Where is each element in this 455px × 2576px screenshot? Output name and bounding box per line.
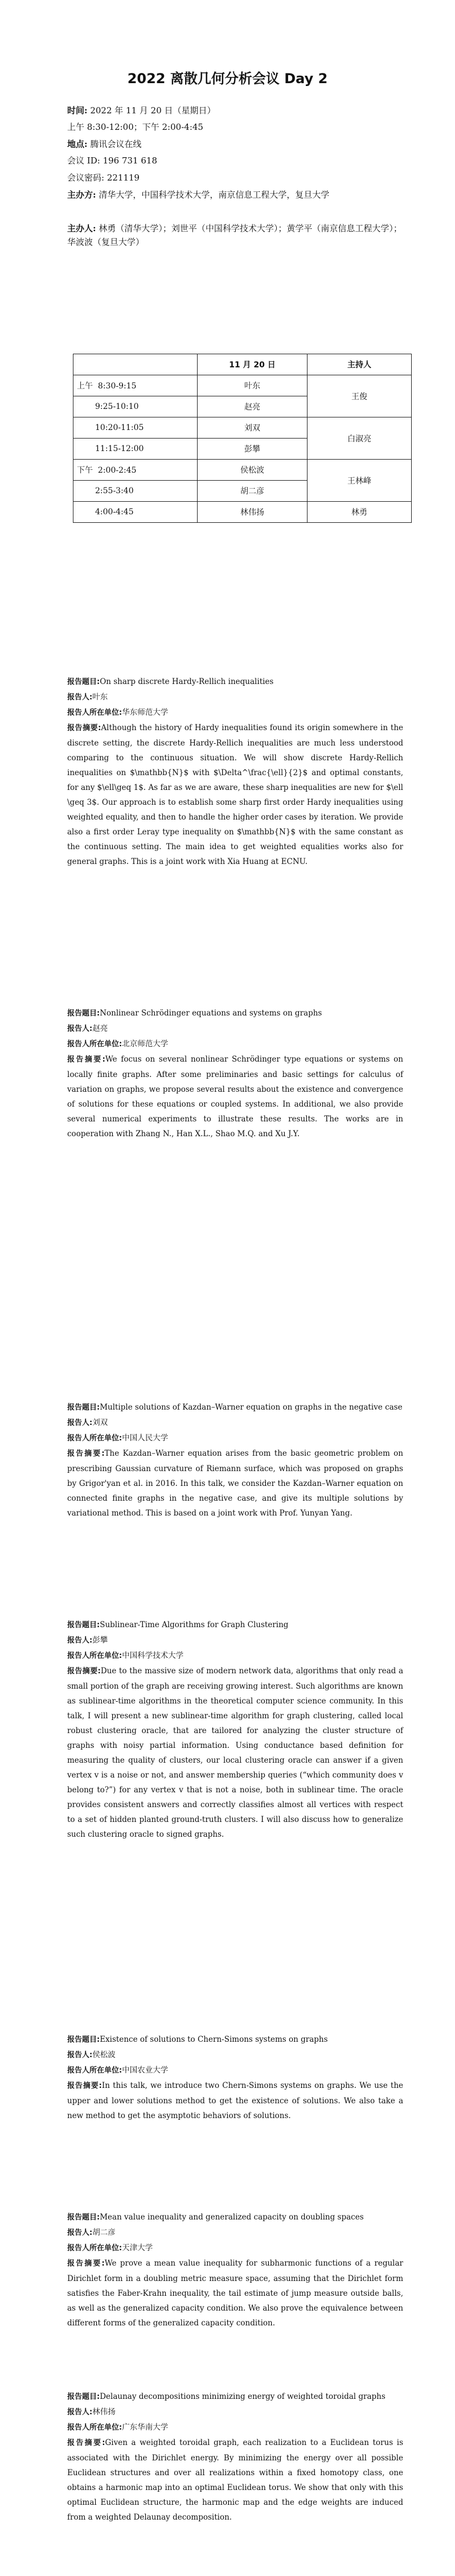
talk-speaker-label: 报告人: (67, 1419, 93, 1427)
talk-unit: 中国科学技术大学 (122, 1651, 184, 1660)
talk-speaker-label: 报告人: (67, 1636, 93, 1645)
talk-title: Sublinear-Time Algorithms for Graph Clustering (100, 1620, 289, 1629)
place-label: 地点: (67, 139, 88, 149)
talk-abstract: We focus on several nonlinear Schrödinger type equations or systems on locally finite graphs. After some preliminaries and basic settings for calculus of variation on graphs, we propose several results about the existence and convergence of solutions for these equations or coupled systems. In additional, we also provide several numerical experiments to illustrate these results. The works are in cooperation with Zhang N., Han X.L., Shao M.Q. and Xu J.Y. (67, 1055, 403, 1138)
talk-abstract-label: 报告摘要: (67, 2439, 105, 2447)
talk-title-line (67, 2032, 403, 2047)
password-label: 会议密码: (67, 173, 105, 183)
schedule-time-cell (73, 396, 198, 417)
schedule-time: 2:00-2:45 (97, 466, 137, 475)
talk-block (67, 2032, 403, 2123)
talk-unit-line (67, 1648, 403, 1664)
talk-unit: 天津大学 (122, 2243, 153, 2253)
chairs-value: 林勇（清华大学）；刘世平（中国科学技术大学）；黄学平（南京信息工程大学）；华波波（复旦大学） (67, 223, 402, 247)
schedule-row (73, 375, 412, 396)
talk-title-line (67, 674, 403, 690)
info-chairs (67, 222, 409, 249)
talk-title-label: 报告题目: (67, 1403, 100, 1412)
talk-unit-line (67, 1431, 403, 1446)
talk-abstract-label: 报告摘要: (67, 2259, 105, 2268)
talk-unit-label: 报告人所在单位: (67, 1652, 122, 1660)
schedule-header-date: 11 月 20 日 (198, 354, 308, 375)
organizer-label: 主办方: (67, 190, 96, 200)
talk-abstract: The Kazdan–Warner equation arises from the basic geometric problem on prescribing Gaussian curvature of Riemann surface, which was proposed on graphs by Grigor'yan et al. in 2016. In this talk, we consider the Kazdan–Warner equation on connected finite graphs in the negative case, and give its multiple solutions by variational method. This is based on a joint work with Prof. Yunyan Yang. (67, 1449, 403, 1518)
info-password (67, 171, 409, 185)
talk-unit: 北京师范大学 (122, 1039, 169, 1049)
info-organizer (67, 188, 409, 202)
talk-abstract-label: 报告摘要: (67, 1667, 101, 1676)
schedule-time: 8:30-9:15 (97, 382, 137, 391)
talk-speaker: 叶东 (92, 693, 108, 702)
schedule-time-cell (73, 439, 198, 460)
talk-unit: 华东师范大学 (122, 708, 169, 717)
talk-title-label: 报告题目: (67, 2213, 100, 2222)
talk-unit-line (67, 2420, 403, 2435)
talk-block (67, 2210, 403, 2331)
talk-unit-label: 报告人所在单位: (67, 1040, 122, 1049)
talk-abstract-line (67, 1664, 403, 1842)
talk-title-line (67, 2210, 403, 2225)
talk-block (67, 1617, 403, 1842)
talk-title-line (67, 1006, 403, 1021)
schedule-period: 上午 (77, 382, 93, 391)
talk-abstract: Although the history of Hardy inequalities found its origin somewhere in the discrete setting, the discrete Hardy-Rellich inequalities are much less understood comparing to the continuous situation. We will show discrete Hardy-Rellich inequalities on $\mathbb{N}$ with $\Delta^\frac{\ell}{2}$ and optimal constants, for any $\ell\geq 1$. As far as we are aware, these sharp inequalities are new for $\ell \geq 3$. Our approach is to establish some sharp first order Hardy inequalities using weighted equality, and then to handle the higher order cases by iteration. We provide also a first order Leray type inequality on $\mathbb{N}$ with the same constant as the continuous setting. The main idea to get weighted equalities works also for general graphs. This is a joint work with Xia Huang at ECNU. (67, 723, 404, 866)
talk-abstract-label: 报告摘要: (67, 724, 101, 732)
talk-abstract-line (67, 1446, 403, 1521)
place-value: 腾讯会议在线 (90, 139, 142, 149)
schedule-time: 4:00-4:45 (95, 507, 134, 517)
schedule-time: 10:20-11:05 (95, 423, 144, 432)
talk-speaker-line (67, 2047, 403, 2063)
talk-unit-label: 报告人所在单位: (67, 2244, 122, 2253)
schedule-table (73, 354, 412, 523)
talk-title-label: 报告题目: (67, 1009, 100, 1018)
schedule-time-cell (73, 460, 198, 481)
talk-speaker-line (67, 2405, 403, 2420)
talk-unit-line (67, 705, 403, 720)
talk-block (67, 2389, 403, 2525)
schedule-speaker: 胡二彦 (198, 481, 308, 502)
schedule-row (73, 417, 412, 439)
talk-unit-line (67, 2241, 403, 2256)
schedule-time-cell (73, 417, 198, 439)
talk-unit-label: 报告人所在单位: (67, 2423, 122, 2432)
info-place (67, 137, 409, 151)
talk-speaker-line (67, 2225, 403, 2241)
info-time-detail: 上午 8:30-12:00；下午 2:00-4:45 (67, 122, 203, 132)
schedule-speaker: 林伟扬 (198, 502, 308, 523)
talk-unit-line (67, 2063, 403, 2078)
talk-speaker: 彭攀 (92, 1636, 108, 1645)
talk-block (67, 1400, 403, 1521)
talk-title-line (67, 2389, 403, 2405)
talk-speaker-label: 报告人: (67, 2408, 93, 2417)
talk-speaker-line (67, 1415, 403, 1431)
talk-speaker: 胡二彦 (92, 2228, 116, 2237)
schedule-header-row (73, 354, 412, 375)
schedule-row (73, 460, 412, 481)
talk-speaker: 刘双 (92, 1418, 108, 1427)
talk-speaker-label: 报告人: (67, 2229, 93, 2237)
talk-speaker-line (67, 1021, 403, 1037)
schedule-host: 林勇 (308, 502, 412, 523)
meeting-id-label: 会议 ID: (67, 155, 100, 166)
talk-abstract: In this talk, we introduce two Chern-Simons systems on graphs. We use the upper and lower solutions method to get the existence of solutions. We also take a new method to get the asymptotic behaviors of solutions. (67, 2081, 403, 2120)
schedule-time-cell (73, 502, 198, 523)
talk-unit: 广东华南大学 (122, 2423, 169, 2432)
talk-unit-label: 报告人所在单位: (67, 2066, 122, 2075)
talk-speaker-label: 报告人: (67, 2051, 93, 2059)
schedule-time-cell (73, 375, 198, 396)
talk-abstract-label: 报告摘要: (67, 1055, 105, 1064)
organizer-value: 清华大学，中国科学技术大学，南京信息工程大学，复旦大学 (99, 190, 330, 200)
talk-title: Mean value inequality and generalized capacity on doubling spaces (100, 2213, 364, 2222)
time-value: 2022 年 11 月 20 日（星期日） (90, 105, 216, 116)
schedule-host: 白淑亮 (308, 417, 412, 460)
talk-title-label: 报告题目: (67, 2036, 100, 2044)
talk-speaker: 赵亮 (92, 1024, 108, 1033)
talk-unit-line (67, 1037, 403, 1052)
schedule-speaker: 彭攀 (198, 439, 308, 460)
talk-speaker: 侯松波 (92, 2050, 116, 2059)
time-label: 时间: (67, 105, 88, 116)
talk-unit: 中国人民大学 (122, 1434, 169, 1443)
talk-title-label: 报告题目: (67, 2393, 100, 2401)
schedule-row (73, 502, 412, 523)
schedule-header-time (73, 354, 198, 375)
schedule-speaker: 侯松波 (198, 460, 308, 481)
schedule-speaker: 叶东 (198, 375, 308, 396)
chairs-label: 主办人: (67, 223, 96, 234)
page-title: 2022 离散几何分析会议 Day 2 (127, 71, 328, 87)
talk-speaker-line (67, 1633, 403, 1648)
schedule-time: 2:55-3:40 (95, 486, 134, 495)
talk-abstract-line (67, 720, 403, 869)
talk-title: Nonlinear Schrödinger equations and systems on graphs (100, 1009, 322, 1018)
talk-title: Multiple solutions of Kazdan–Warner equation on graphs in the negative case (100, 1403, 403, 1412)
meeting-id-value: 196 731 618 (103, 155, 157, 166)
talk-speaker-label: 报告人: (67, 1025, 93, 1033)
talk-unit-label: 报告人所在单位: (67, 1434, 122, 1443)
info-time (67, 104, 409, 117)
talk-speaker-line (67, 690, 403, 705)
schedule-speaker: 赵亮 (198, 396, 308, 417)
talk-title: Existence of solutions to Chern-Simons systems on graphs (100, 2035, 328, 2044)
schedule-period: 下午 (77, 466, 93, 475)
talk-abstract: We prove a mean value inequality for subharmonic functions of a regular Dirichlet form in a doubling metric measure space, assuming that the Dirichlet form satisfies the Faber-Krahn inequality, the tail estimate of jump measure outside balls, as well as the generalized capacity condition. We also prove the equivalence between different forms of the generalized capacity condition. (67, 2259, 403, 2328)
schedule-time: 9:25-10:10 (95, 402, 139, 411)
schedule-time-cell (73, 481, 198, 502)
talk-block (67, 674, 403, 869)
schedule-host: 王林峰 (308, 460, 412, 502)
schedule-header-host: 主持人 (308, 354, 412, 375)
talk-title: Delaunay decompositions minimizing energy of weighted toroidal graphs (100, 2392, 386, 2401)
talk-title-line (67, 1400, 403, 1415)
info-meeting-id (67, 154, 409, 167)
schedule-time: 11:15-12:00 (95, 444, 144, 453)
talk-abstract: Given a weighted toroidal graph, each realization to a Euclidean torus is associated with the Dirichlet energy. By minimizing the energy over all possible Euclidean structures and over all realizations within a fixed homotopy class, one obtains a harmonic map into an optimal Euclidean torus. We show that only with this optimal Euclidean structure, the harmonic map and the edge weights are induced from a weighted Delaunay decomposition. (67, 2438, 403, 2522)
schedule-speaker: 刘双 (198, 417, 308, 439)
talk-abstract-label: 报告摘要: (67, 2082, 102, 2090)
talk-abstract-line (67, 1052, 403, 1141)
talk-abstract-line (67, 2078, 403, 2123)
talk-abstract: Due to the massive size of modern network data, algorithms that only read a small portion of the graph are receiving growing interest. Such algorithms are known as sublinear-time algorithms in the theoretical computer science community. In this talk, I will present a new sublinear-time algorithm for graph clustering, called local robust clustering oracle, that are tailored for analyzing the cluster structure of graphs with noisy partial information. Using conductance based definition for measuring the quality of clusters, our local clustering oracle can answer if a given vertex v is a noise or not, and answer membership queries (“which community does v belong to?”) for any vertex v that is not a noise, both in sublinear time. The oracle provides consistent answers and correctly classifies almost all vertices with respect to a set of hidden planted ground-truth clusters. I will also discuss how to generalize such clustering oracle to signed graphs. (67, 1666, 403, 1839)
talk-title-label: 报告题目: (67, 1621, 100, 1629)
talk-unit-label: 报告人所在单位: (67, 708, 122, 717)
talk-block (67, 1006, 403, 1141)
talk-title-label: 报告题目: (67, 678, 100, 686)
schedule-host: 王俊 (308, 375, 412, 417)
talk-abstract-line (67, 2435, 403, 2525)
talk-speaker-label: 报告人: (67, 693, 93, 702)
talk-speaker: 林伟扬 (92, 2407, 116, 2417)
talk-unit: 中国农业大学 (122, 2066, 169, 2075)
talk-abstract-label: 报告摘要: (67, 1449, 105, 1458)
talk-abstract-line (67, 2256, 403, 2331)
talk-title-line (67, 1617, 403, 1633)
talk-title: On sharp discrete Hardy-Rellich inequalities (100, 677, 274, 686)
password-value: 221119 (106, 173, 140, 183)
